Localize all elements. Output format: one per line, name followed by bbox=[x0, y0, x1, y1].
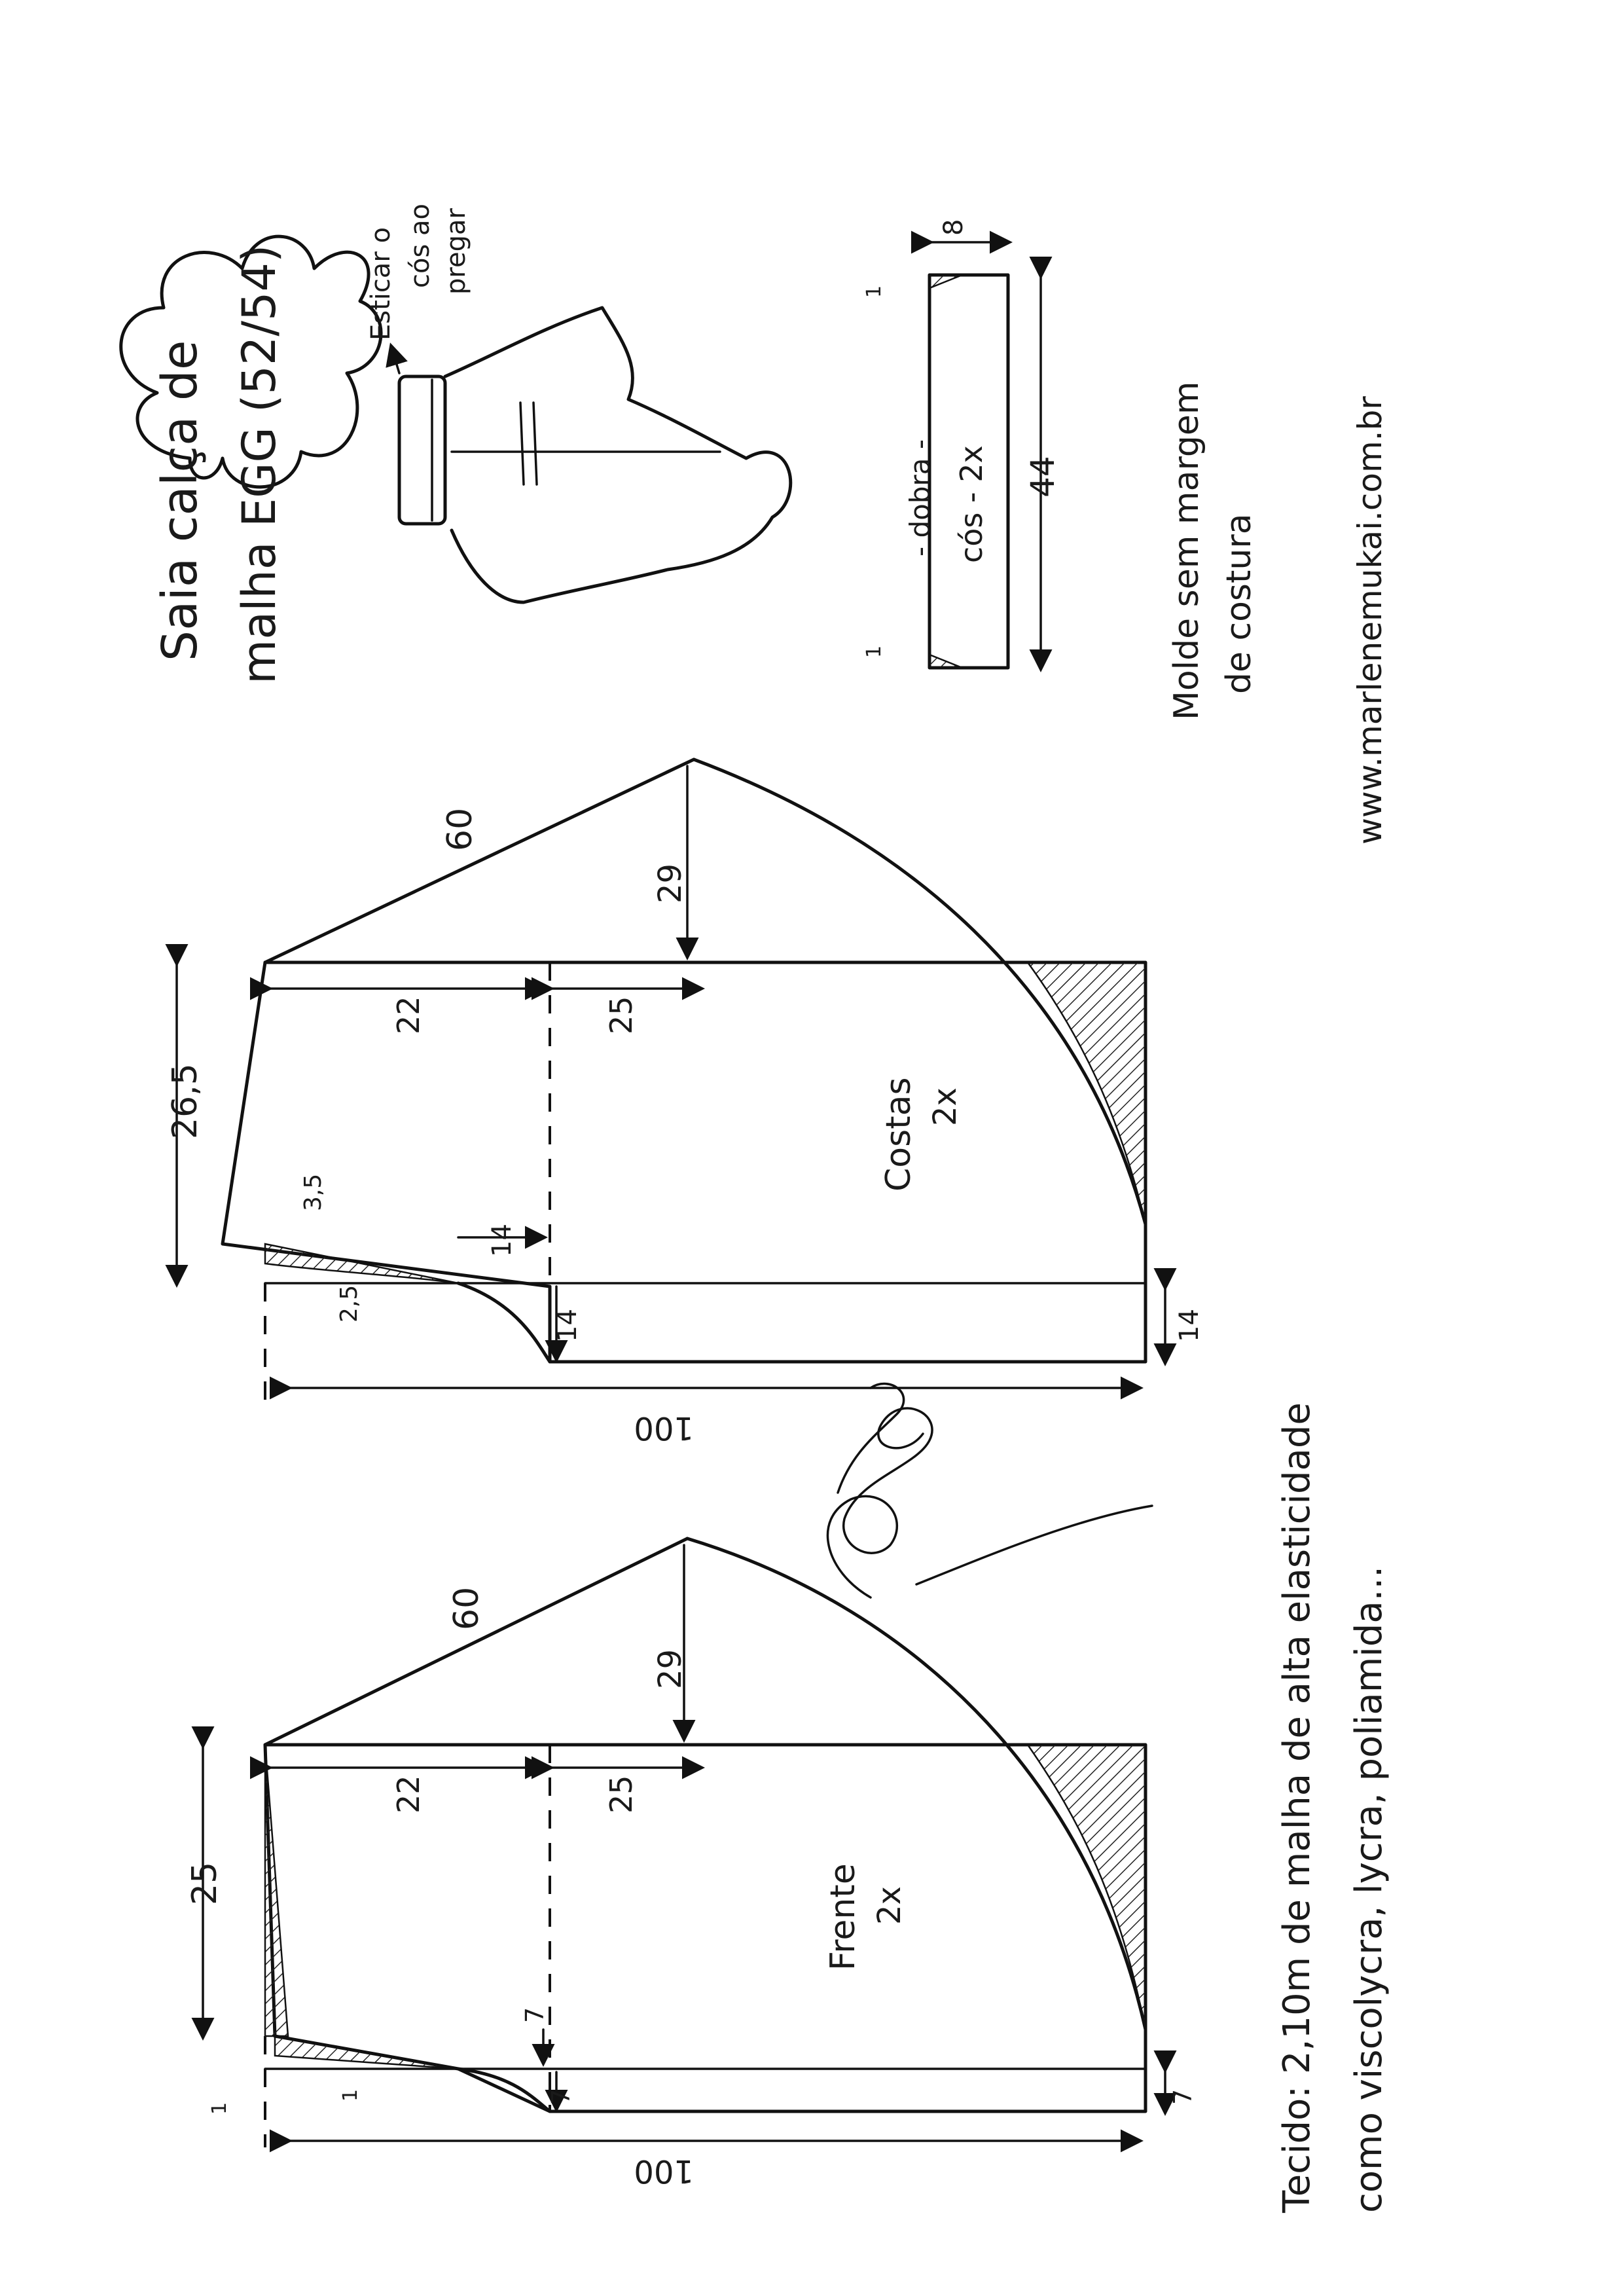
waistband-fold: - dobra - bbox=[904, 439, 936, 556]
title-line1: Saia calça de bbox=[152, 340, 208, 661]
front-small-a: 1 bbox=[208, 2102, 231, 2115]
back-height: 26,5 bbox=[166, 1063, 205, 1139]
front-name: Frente bbox=[823, 1863, 863, 1971]
sketch-note-3: pregar bbox=[441, 208, 471, 295]
fabric-line2: como viscolycra, lycra, poliamida... bbox=[1348, 1565, 1390, 2213]
skirt-sketch bbox=[391, 308, 791, 602]
front-crotch-a: 7 bbox=[520, 2007, 549, 2023]
waistband-tick-right: 1 bbox=[863, 645, 886, 658]
front-hem-right: 7 bbox=[1168, 2088, 1197, 2105]
back-angle-bottom: 2,5 bbox=[336, 1285, 363, 1322]
waistband-label: cós - 2x bbox=[954, 445, 989, 563]
back-angle-top: 3,5 bbox=[300, 1173, 327, 1211]
front-count: 2x bbox=[871, 1886, 908, 1925]
front-curve-offset: 29 bbox=[652, 1649, 689, 1689]
signature-mark bbox=[827, 1384, 1152, 1597]
waistband-tick-left: 1 bbox=[863, 285, 886, 298]
seam-note-line1: Molde sem margem bbox=[1167, 381, 1206, 720]
front-small-b: 1 bbox=[339, 2088, 362, 2102]
back-crotch-a: 14 bbox=[487, 1224, 517, 1257]
front-height: 25 bbox=[185, 1861, 225, 1905]
back-top-a: 22 bbox=[391, 996, 426, 1034]
front-top-a: 22 bbox=[391, 1775, 426, 1813]
back-curve-offset: 29 bbox=[652, 863, 689, 903]
back-length: 100 bbox=[634, 1410, 694, 1446]
front-top-b: 25 bbox=[604, 1775, 639, 1813]
back-name: Costas bbox=[879, 1077, 918, 1192]
back-crotch-b: 14 bbox=[552, 1309, 583, 1342]
title-line2: malha EGG (52/54) bbox=[232, 244, 286, 684]
front-crotch-b: 7 bbox=[547, 2088, 575, 2105]
back-diag: 60 bbox=[441, 807, 480, 851]
waistband-height: 8 bbox=[939, 219, 969, 236]
back-count: 2x bbox=[927, 1087, 964, 1126]
back-top-b: 25 bbox=[604, 996, 639, 1034]
fabric-line1: Tecido: 2,10m de malha de alta elasticidade bbox=[1276, 1402, 1318, 2213]
sketch-note-1: Esticar o bbox=[366, 227, 396, 340]
front-length: 100 bbox=[634, 2153, 694, 2189]
sketch-note-2: cós ao bbox=[405, 203, 435, 288]
front-pattern-piece bbox=[203, 1539, 1165, 2147]
back-pattern-piece bbox=[177, 759, 1165, 1401]
website-url: www.marlenemukai.com.br bbox=[1351, 396, 1389, 845]
front-diag: 60 bbox=[447, 1586, 486, 1630]
waistband-length: 44 bbox=[1024, 456, 1062, 498]
back-hem-right: 14 bbox=[1174, 1309, 1204, 1342]
seam-note-line2: de costura bbox=[1219, 513, 1259, 694]
